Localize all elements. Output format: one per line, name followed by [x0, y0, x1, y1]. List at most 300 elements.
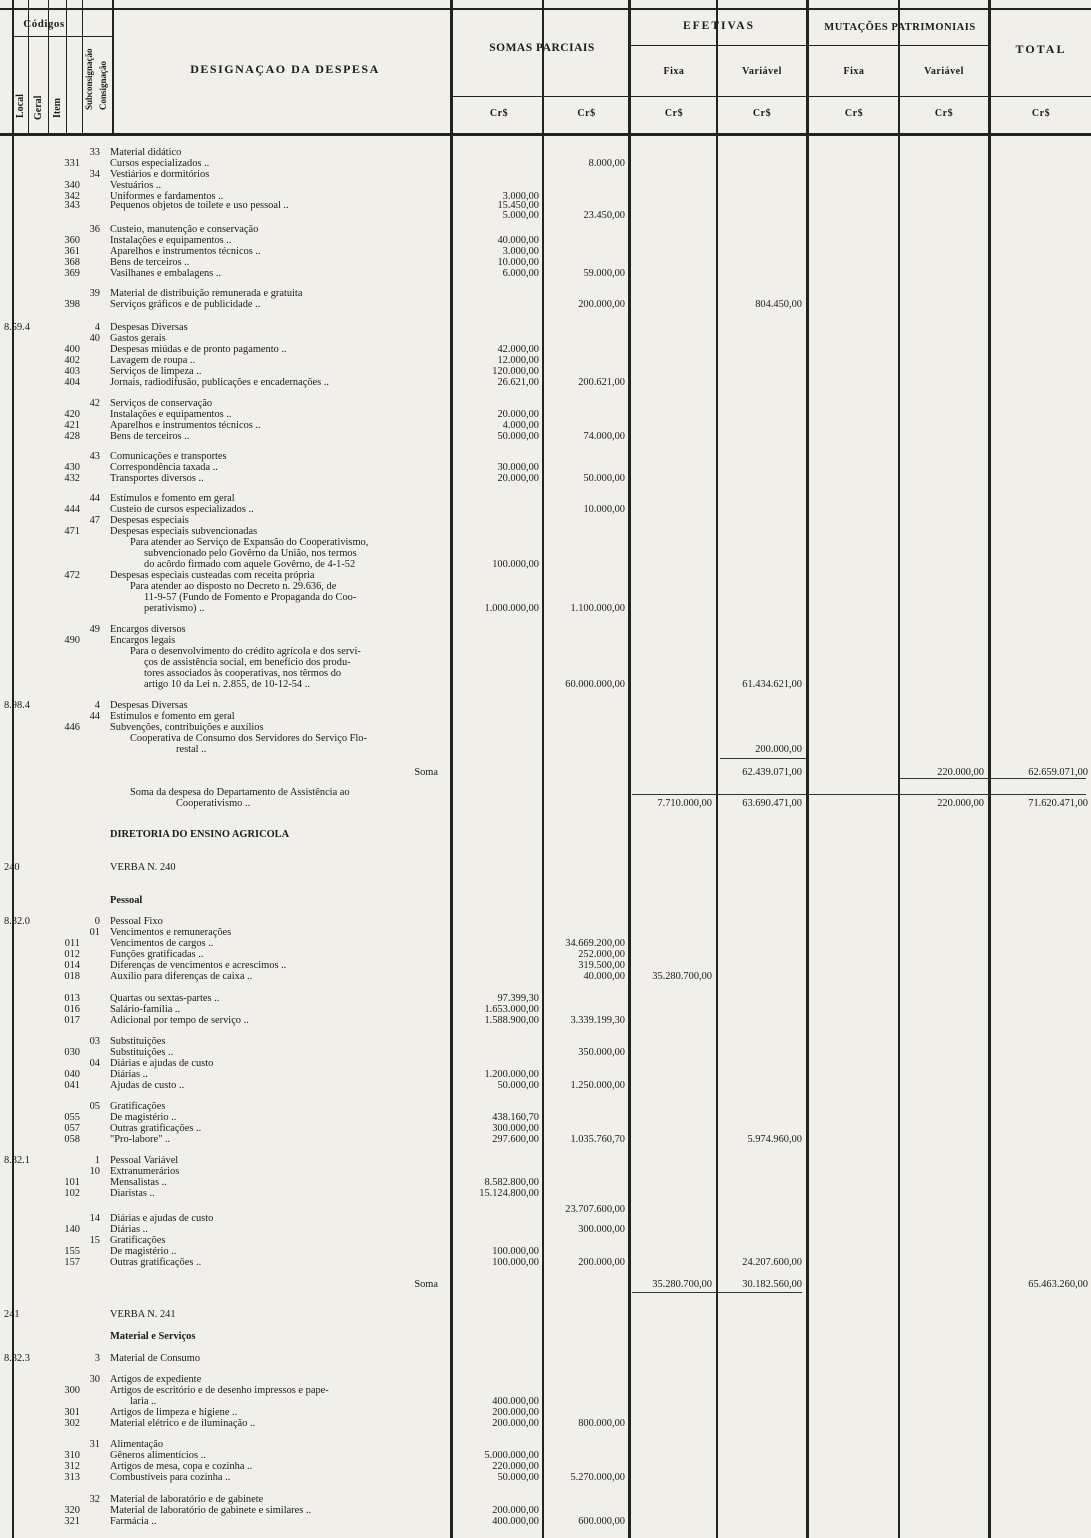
partial-sum-a: 15.124.800,00: [479, 1188, 539, 1199]
code-item: 340: [64, 180, 80, 191]
effective-variable: 5.974.960,00: [747, 1134, 802, 1145]
partial-sum-a: 5.000,00: [502, 210, 539, 221]
description: Lavagem de roupa ..: [110, 355, 196, 366]
expense-row: [0, 1505, 1091, 1516]
header-cr-line: [450, 96, 1091, 97]
description: Salário-família ..: [110, 1004, 181, 1015]
code-item: 055: [64, 1112, 80, 1123]
header-subconsignacao-label: Subconsignação: [84, 48, 94, 110]
code-item: 016: [64, 1004, 80, 1015]
col-line-subcons: [82, 0, 83, 135]
code-item: 368: [64, 257, 80, 268]
description: Despesas Diversas: [110, 700, 188, 711]
expense-row: [0, 1353, 1091, 1364]
partial-sum-b: 1.250.000,00: [570, 1080, 625, 1091]
code-item: 321: [64, 1516, 80, 1527]
description: Alimentação: [110, 1439, 164, 1450]
partial-sum-a: 10.000,00: [497, 257, 539, 268]
description: artigo 10 da Lei n. 2.855, de 10-12-54 ..: [144, 679, 310, 690]
code-item: 101: [64, 1177, 80, 1188]
header-currency-4: Cr$: [752, 108, 772, 119]
header-local-label: Local: [15, 94, 26, 118]
expense-row: [0, 1058, 1091, 1069]
code-consignacao: 47: [89, 515, 100, 526]
code-item: 421: [64, 420, 80, 431]
expense-row: [0, 1235, 1091, 1246]
partial-sum-a: 200.000,00: [492, 1407, 539, 1418]
description: Soma da despesa do Departamento de Assistência ao: [130, 787, 350, 798]
description: Adicional por tempo de serviço ..: [110, 1015, 249, 1026]
description: Jornais, radiodifusão, publicações e encadernações ..: [110, 377, 329, 388]
code-item: 030: [64, 1047, 80, 1058]
description: Para atender ao Serviço de Expansão do Cooperativismo,: [130, 537, 369, 548]
description: subvencionado pelo Govêrno da União, nos termos: [144, 548, 357, 559]
partial-sum-b: 10.000,00: [583, 504, 625, 515]
description: Outras gratificações ..: [110, 1123, 202, 1134]
expense-row: [0, 288, 1091, 299]
partial-sum-b: 200.000,00: [578, 1257, 625, 1268]
header-variavel-2: Variável: [924, 66, 964, 77]
partial-sum-b: 800.000,00: [578, 1418, 625, 1429]
expense-row: [0, 169, 1091, 180]
code-consignacao: 0: [94, 916, 100, 927]
expense-row: [0, 960, 1091, 971]
partial-sum-a: 120.000,00: [492, 366, 539, 377]
partial-sum-a: 200.000,00: [492, 1505, 539, 1516]
code-item: 041: [64, 1080, 80, 1091]
partial-sum-a: 50.000,00: [497, 1080, 539, 1091]
expense-row: [0, 1123, 1091, 1134]
description: Despesas especiais custeadas com receita própria: [110, 570, 315, 581]
code-item: 369: [64, 268, 80, 279]
code-consignacao: 31: [89, 1439, 100, 1450]
description: Material de Consumo: [110, 1353, 201, 1364]
code-consignacao: 36: [89, 224, 100, 235]
description: Pessoal Variável: [110, 1155, 179, 1166]
description: Soma: [414, 1279, 438, 1290]
description: Para atender ao disposto no Decreto n. 29.636, de: [130, 581, 337, 592]
code-item: 402: [64, 355, 80, 366]
expense-row: [0, 559, 1091, 570]
partial-sum-a: 8.582.800,00: [484, 1177, 539, 1188]
effective-variable: 200.000,00: [755, 744, 802, 755]
partial-sum-b: 8.000,00: [588, 158, 625, 169]
expense-row: [0, 668, 1091, 679]
description: Auxílio para diferenças de caixa ..: [110, 971, 253, 982]
description: Correspondência taxada ..: [110, 462, 218, 473]
description: ços de assistência social, em benefício dos produ-: [144, 657, 351, 668]
expense-row: [0, 268, 1091, 279]
description: Diárias ..: [110, 1069, 148, 1080]
description: "Pro-labore" ..: [110, 1134, 171, 1145]
code-consignacao: 4: [94, 700, 100, 711]
partial-sum-a: 42.000,00: [497, 344, 539, 355]
code-local: 241: [4, 1309, 20, 1320]
expense-row: [0, 473, 1091, 484]
description: Bens de terceiros ..: [110, 431, 190, 442]
expense-row: [0, 1439, 1091, 1450]
code-local: 8.32.3: [4, 1353, 30, 1364]
expense-row: [0, 1134, 1091, 1145]
partial-sum-a: 50.000,00: [497, 431, 539, 442]
expense-row: [0, 526, 1091, 537]
description: Despesas miúdas e de pronto pagamento ..: [110, 344, 287, 355]
code-consignacao: 39: [89, 288, 100, 299]
expense-row: [0, 949, 1091, 960]
code-consignacao: 40: [89, 333, 100, 344]
code-item: 157: [64, 1257, 80, 1268]
expense-row: [0, 798, 1091, 809]
description: Gastos gerais: [110, 333, 166, 344]
expense-row: [0, 657, 1091, 668]
code-item: 057: [64, 1123, 80, 1134]
expense-row: [0, 938, 1091, 949]
expense-row: [0, 1309, 1091, 1320]
expense-row: [0, 927, 1091, 938]
partial-sum-a: 20.000,00: [497, 473, 539, 484]
header-currency-5: Cr$: [844, 108, 864, 119]
code-local: 8.32.1: [4, 1155, 30, 1166]
code-item: 398: [64, 299, 80, 310]
description: Pessoal Fixo: [110, 916, 163, 927]
partial-sum-b: 1.100.000,00: [570, 603, 625, 614]
description: Mensalistas ..: [110, 1177, 167, 1188]
description: Vasilhanes e embalagens ..: [110, 268, 222, 279]
description: Extranumerários: [110, 1166, 180, 1177]
expense-row: [0, 603, 1091, 614]
header-currency-3: Cr$: [664, 108, 684, 119]
description: Estímulos e fomento em geral: [110, 711, 235, 722]
code-item: 018: [64, 971, 80, 982]
effective-fixed: 35.280.700,00: [652, 1279, 712, 1290]
expense-row: [0, 322, 1091, 333]
expense-row: [0, 224, 1091, 235]
expense-row: [0, 700, 1091, 711]
row-total: 71.620.471,00: [1028, 798, 1088, 809]
code-item: 331: [64, 158, 80, 169]
partial-sum-b: 23.450,00: [583, 210, 625, 221]
code-consignacao: 14: [89, 1213, 100, 1224]
expense-row: [0, 344, 1091, 355]
header-fixa: Fixa: [663, 66, 685, 77]
code-consignacao: 49: [89, 624, 100, 635]
row-total: 62.659.071,00: [1028, 767, 1088, 778]
description: Cursos especializados ..: [110, 158, 210, 169]
expense-row: [0, 1155, 1091, 1166]
header-somas-parciais: SOMAS PARCIAIS: [489, 42, 595, 54]
code-item: 420: [64, 409, 80, 420]
description: Substituições ..: [110, 1047, 174, 1058]
description: Vestuários ..: [110, 180, 162, 191]
expense-row: [0, 722, 1091, 733]
expense-row: [0, 1331, 1091, 1342]
description: Encargos legais: [110, 635, 176, 646]
description: Despesas especiais subvencionadas: [110, 526, 258, 537]
partial-sum-b: 319.500,00: [578, 960, 625, 971]
description: Transportes diversos ..: [110, 473, 204, 484]
expense-row: [0, 862, 1091, 873]
code-consignacao: 42: [89, 398, 100, 409]
header-item-label: Item: [52, 98, 63, 118]
expense-row: [0, 895, 1091, 906]
partial-sum-a: 5.000.000,00: [484, 1450, 539, 1461]
partial-sum-b: 59.000,00: [583, 268, 625, 279]
header-mutacoes: MUTAÇÕES PATRIMONIAIS: [824, 22, 976, 33]
code-local: 8.98.4: [4, 700, 30, 711]
description: 11-9-57 (Fundo de Fomento e Propaganda do Coo-: [144, 592, 357, 603]
expense-row: [0, 581, 1091, 592]
code-item: 471: [64, 526, 80, 537]
description: Gratificações: [110, 1101, 166, 1112]
expense-row: [0, 409, 1091, 420]
description: restal ..: [176, 744, 207, 755]
code-local: 240: [4, 862, 20, 873]
description: Aparelhos e instrumentos técnicos ..: [110, 246, 261, 257]
description: Serviços gráficos e de publicidade ..: [110, 299, 261, 310]
partial-sum-a: 297.600,00: [492, 1134, 539, 1145]
effective-variable: 30.182.560,00: [742, 1279, 802, 1290]
code-local: 8.32.0: [4, 916, 30, 927]
code-consignacao: 04: [89, 1058, 100, 1069]
code-item: 313: [64, 1472, 80, 1483]
expense-row: [0, 504, 1091, 515]
code-consignacao: 10: [89, 1166, 100, 1177]
code-consignacao: 44: [89, 493, 100, 504]
partial-sum-a: 1.200.000,00: [484, 1069, 539, 1080]
partial-sum-a: 1.000.000,00: [484, 603, 539, 614]
expense-row: [0, 299, 1091, 310]
header-currency-2: Cr$: [577, 108, 596, 119]
partial-sum-b: 200.621,00: [578, 377, 625, 388]
description: DIRETORIA DO ENSINO AGRICOLA: [110, 829, 290, 840]
partial-sum-a: 3.000,00: [502, 191, 539, 202]
description: Material de laboratório e de gabinete: [110, 1494, 264, 1505]
code-consignacao: 33: [89, 147, 100, 158]
header-total: TOTAL: [1015, 42, 1067, 56]
description: Pequenos objetos de toilete e uso pessoal ..: [110, 200, 289, 211]
partial-sum-a: 3.000,00: [502, 246, 539, 257]
code-consignacao: 44: [89, 711, 100, 722]
code-consignacao: 05: [89, 1101, 100, 1112]
expense-row: [0, 1112, 1091, 1123]
partial-sum-a: 15.450,00: [497, 200, 539, 211]
description: Artigos de escritório e de desenho impressos e pape-: [110, 1385, 329, 1396]
description: laria ..: [130, 1396, 157, 1407]
expense-row: [0, 646, 1091, 657]
expense-row: [0, 462, 1091, 473]
description: De magistério ..: [110, 1246, 177, 1257]
effective-variable: 61.434.621,00: [742, 679, 802, 690]
description: Custeio de cursos especializados ..: [110, 504, 254, 515]
header-sub-line: [630, 45, 991, 46]
expense-row: [0, 431, 1091, 442]
description: Encargos diversos: [110, 624, 186, 635]
partial-sum-a: 40.000,00: [497, 235, 539, 246]
expense-row: [0, 210, 1091, 221]
description: Estímulos e fomento em geral: [110, 493, 235, 504]
partial-sum-b: 350.000,00: [578, 1047, 625, 1058]
partial-sum-a: 300.000,00: [492, 1123, 539, 1134]
description: Artigos de mesa, copa e cozinha ..: [110, 1461, 253, 1472]
row-total: 65.463.260,00: [1028, 1279, 1088, 1290]
code-item: 040: [64, 1069, 80, 1080]
expense-row: [0, 744, 1091, 755]
partial-sum-a: 20.000,00: [497, 409, 539, 420]
description: Diárias e ajudas de custo: [110, 1058, 214, 1069]
code-item: 310: [64, 1450, 80, 1461]
description: Artigos de limpeza e higiene ..: [110, 1407, 238, 1418]
description: VERBA N. 241: [110, 1309, 176, 1320]
partial-sum-b: 23.707.600,00: [565, 1204, 625, 1215]
effective-variable: 62.439.071,00: [742, 767, 802, 778]
partial-sum-a: 400.000,00: [492, 1516, 539, 1527]
partial-sum-b: 252.000,00: [578, 949, 625, 960]
code-consignacao: 30: [89, 1374, 100, 1385]
partial-sum-a: 26.621,00: [497, 377, 539, 388]
partial-sum-a: 4.000,00: [502, 420, 539, 431]
partial-sum-a: 220.000,00: [492, 1461, 539, 1472]
description: Despesas Diversas: [110, 322, 188, 333]
description: Vencimentos de cargos ..: [110, 938, 214, 949]
description: Funções gratificadas ..: [110, 949, 204, 960]
effective-variable: 804.450,00: [755, 299, 802, 310]
expense-row: [0, 1015, 1091, 1026]
effective-fixed: 7.710.000,00: [657, 798, 712, 809]
code-item: 320: [64, 1505, 80, 1516]
description: Comunicações e transportes: [110, 451, 227, 462]
code-item: 404: [64, 377, 80, 388]
expense-row: [0, 257, 1091, 268]
description: Quartas ou sextas-partes ..: [110, 993, 220, 1004]
partial-sum-b: 60.000.000,00: [565, 679, 625, 690]
code-local: 8.59.4: [4, 322, 30, 333]
header-efetivas: EFETIVAS: [682, 20, 756, 32]
description: Serviços de conservação: [110, 398, 213, 409]
description: Material de laboratório de gabinete e similares ..: [110, 1505, 312, 1516]
description: Diárias e ajudas de custo: [110, 1213, 214, 1224]
partial-sum-a: 30.000,00: [497, 462, 539, 473]
expense-row: [0, 635, 1091, 646]
description: Diferenças de vencimentos e acrescimos ..: [110, 960, 287, 971]
expense-row: [0, 451, 1091, 462]
expense-row: [0, 711, 1091, 722]
partial-sum-a: 12.000,00: [497, 355, 539, 366]
description: Aparelhos e instrumentos técnicos ..: [110, 420, 261, 431]
expense-row: [0, 1004, 1091, 1015]
code-consignacao: 1: [94, 1155, 100, 1166]
expense-row: [0, 1461, 1091, 1472]
code-consignacao: 15: [89, 1235, 100, 1246]
code-item: 360: [64, 235, 80, 246]
code-item: 432: [64, 473, 80, 484]
description: Gratificações: [110, 1235, 166, 1246]
effective-variable: 63.690.471,00: [742, 798, 802, 809]
expense-row: [0, 235, 1091, 246]
description: Subvenções, contribuições e auxílios: [110, 722, 264, 733]
code-item: 342: [64, 191, 80, 202]
partial-sum-a: 97.399,30: [497, 993, 539, 1004]
expense-row: [0, 1080, 1091, 1091]
header-currency-1: Cr$: [489, 108, 509, 119]
expense-row: [0, 1166, 1091, 1177]
expense-row: [0, 1407, 1091, 1418]
expense-row: [0, 147, 1091, 158]
description: Soma: [414, 767, 438, 778]
expense-row: [0, 1385, 1091, 1396]
partial-sum-a: 200.000,00: [492, 1418, 539, 1429]
partial-sum-a: 6.000,00: [502, 268, 539, 279]
effective-variable: 24.207.600,00: [742, 1257, 802, 1268]
code-item: 400: [64, 344, 80, 355]
expense-row: [0, 829, 1091, 840]
expense-row: [0, 355, 1091, 366]
partial-sum-a: 438.160,70: [492, 1112, 539, 1123]
expense-row: [0, 767, 1091, 778]
expense-row: [0, 1450, 1091, 1461]
description: VERBA N. 240: [110, 862, 176, 873]
description: Outras gratificações ..: [110, 1257, 202, 1268]
header-codigos: Códigos: [23, 18, 65, 30]
expense-row: [0, 515, 1091, 526]
description: Material e Serviços: [110, 1331, 196, 1342]
partial-sum-a: 100.000,00: [492, 1257, 539, 1268]
expense-row: [0, 1224, 1091, 1235]
subtotal-rule: [900, 778, 1086, 779]
expense-row: [0, 246, 1091, 257]
code-item: 446: [64, 722, 80, 733]
expense-row: [0, 366, 1091, 377]
partial-sum-b: 40.000,00: [583, 971, 625, 982]
expense-row: [0, 1516, 1091, 1527]
description: Para o desenvolvimento do crédito agrícola e dos servi-: [130, 646, 361, 657]
description: Vencimentos e remunerações: [110, 927, 232, 938]
code-item: 428: [64, 431, 80, 442]
description: Diaristas ..: [110, 1188, 155, 1199]
description: Cooperativa de Consumo dos Servidores do Serviço Flo-: [130, 733, 367, 744]
expense-row: [0, 1188, 1091, 1199]
code-item: 490: [64, 635, 80, 646]
expense-row: [0, 733, 1091, 744]
partial-sum-a: 400.000,00: [492, 1396, 539, 1407]
code-item: 300: [64, 1385, 80, 1396]
expense-row: [0, 420, 1091, 431]
code-item: 014: [64, 960, 80, 971]
code-item: 430: [64, 462, 80, 473]
expense-row: [0, 158, 1091, 169]
description: Vestiários e dormitórios: [110, 169, 210, 180]
description: Serviços de limpeza ..: [110, 366, 202, 377]
code-consignacao: 43: [89, 451, 100, 462]
expense-row: [0, 1036, 1091, 1047]
description: Pessoal: [110, 895, 143, 906]
description: Bens de terceiros ..: [110, 257, 190, 268]
expense-row: [0, 1374, 1091, 1385]
code-item: 472: [64, 570, 80, 581]
patrimonial-variable: 220.000,00: [937, 767, 984, 778]
partial-sum-b: 74.000,00: [583, 431, 625, 442]
header-codes-line: [12, 36, 112, 37]
expense-row: [0, 1177, 1091, 1188]
code-item: 302: [64, 1418, 80, 1429]
code-item: 155: [64, 1246, 80, 1257]
description: Instalações e equipamentos ..: [110, 235, 232, 246]
header-currency-7: Cr$: [1031, 108, 1051, 119]
expense-row: [0, 180, 1091, 191]
expense-row: [0, 1494, 1091, 1505]
code-consignacao: 3: [94, 1353, 100, 1364]
header-fixa-2: Fixa: [843, 66, 865, 77]
partial-sum-a: 100.000,00: [492, 1246, 539, 1257]
